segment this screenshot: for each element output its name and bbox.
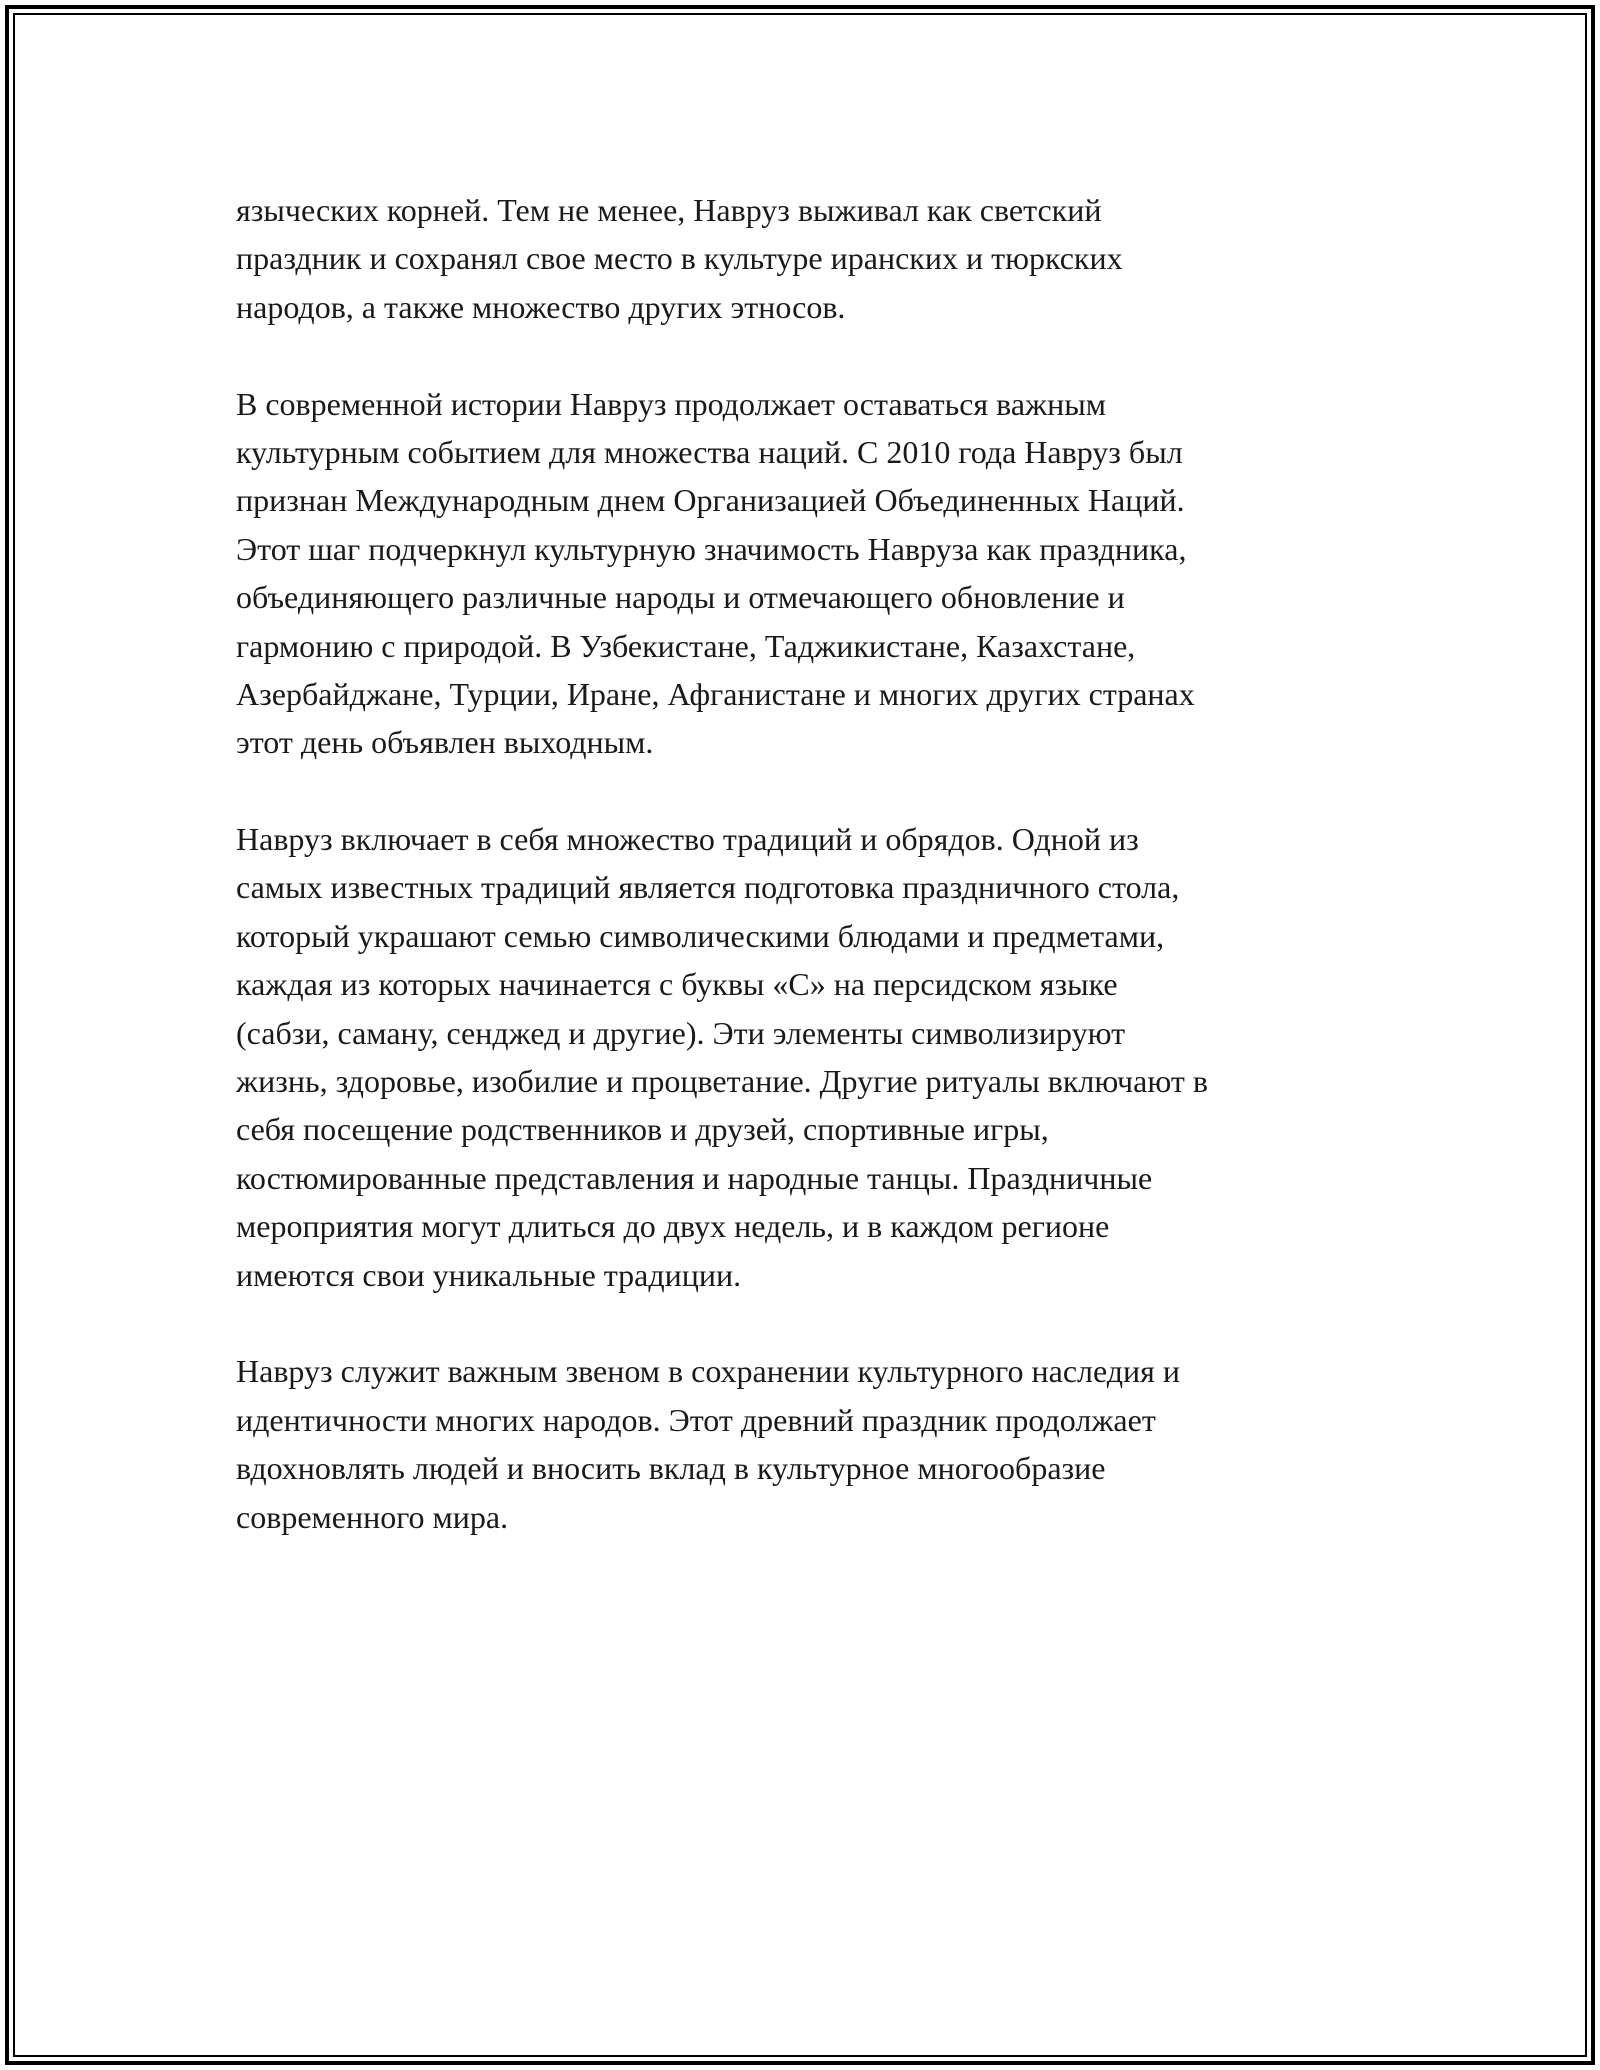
text-line: идентичности многих народов. Этот древний праздник продолжает <box>236 1401 1156 1438</box>
text-line: языческих корней. Тем не менее, Навруз выживал как светский <box>236 192 1102 228</box>
text-line: который украшают семью символическими блюдами и предметами, <box>236 917 1165 954</box>
text-line: костюмированные представления и народные танцы. Праздничные <box>236 1159 1153 1196</box>
text-line: самых известных традиций является подготовка праздничного стола, <box>236 869 1180 906</box>
text-line: Азербайджане, Турции, Иране, Афганистане и многих других странах <box>236 675 1195 712</box>
paragraph-3 <box>236 815 1376 1299</box>
text-line: гармонию с природой. В Узбекистане, Таджикистане, Казахстане, <box>236 627 1136 664</box>
paragraph-4 <box>236 1347 1376 1541</box>
paragraph-2 <box>236 380 1376 767</box>
text-line: Навруз служит важным звеном в сохранении культурного наследия и <box>236 1353 1181 1390</box>
text-line: Навруз включает в себя множество традиций и обрядов. Одной из <box>236 821 1139 858</box>
text-line: (сабзи, саману, сенджед и другие). Эти элементы символизируют <box>236 1014 1126 1051</box>
text-line: этот день объявлен выходным. <box>236 724 654 761</box>
text-line: культурным событием для множества наций. С 2010 года Навруз был <box>236 433 1183 470</box>
text-line: мероприятия могут длиться до двух недель, и в каждом регионе <box>236 1208 1110 1245</box>
text-line: вдохновлять людей и вносить вклад в культурное многообразие <box>236 1450 1106 1487</box>
text-line: жизнь, здоровье, изобилие и процветание. Другие ритуалы включают в <box>236 1063 1208 1100</box>
document-body <box>236 186 1376 1589</box>
text-line: современного мира. <box>236 1498 509 1535</box>
text-line: признан Международным днем Организацией Объединенных Наций. <box>236 482 1185 519</box>
text-line: себя посещение родственников и друзей, спортивные игры, <box>236 1111 1049 1148</box>
paragraph-1 <box>236 186 1376 331</box>
text-line: каждая из которых начинается с буквы «С» на персидском языке <box>236 966 1118 1003</box>
text-line: имеются свои уникальные традиции. <box>236 1256 742 1293</box>
text-line: объединяющего различные народы и отмечающего обновление и <box>236 579 1125 616</box>
text-line: Этот шаг подчеркнул культурную значимость Навруза как праздника, <box>236 530 1187 567</box>
text-line: народов, а также множество других этносов. <box>236 288 846 325</box>
text-line: В современной истории Навруз продолжает оставаться важным <box>236 385 1107 422</box>
text-line: праздник и сохранял свое место в культуре иранских и тюркских <box>236 240 1123 277</box>
